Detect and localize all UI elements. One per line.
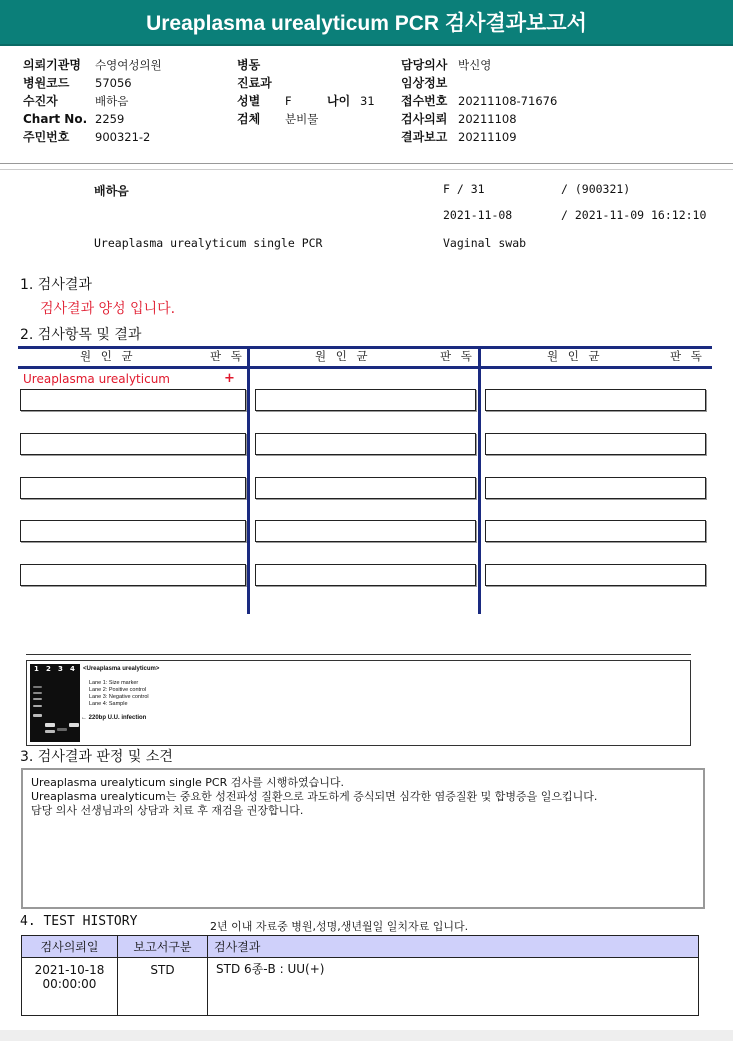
info-label: 주민번호 (23, 130, 70, 144)
lane-number: 2 (46, 665, 51, 673)
summary-name: 배하음 (94, 184, 129, 198)
info-label: 담당의사 (401, 58, 448, 72)
info-value: 배하음 (95, 94, 129, 108)
grid-divider (247, 346, 250, 614)
grid-divider (478, 346, 481, 614)
gel-band (45, 723, 55, 727)
section-4-heading: 4. TEST HISTORY (20, 914, 138, 929)
info-label: Chart No. (23, 112, 88, 126)
grid-header-line (18, 366, 712, 369)
result-cell (485, 433, 706, 455)
info-label: 결과보고 (401, 130, 448, 144)
gel-legend-line: Lane 3: Negative control (89, 694, 149, 700)
gel-legend (89, 680, 149, 708)
divider (0, 169, 733, 170)
section-3-heading: 3. 검사결과 판정 및 소견 (20, 749, 173, 765)
info-label: 임상정보 (401, 76, 448, 90)
gel-title: <Ureaplasma urealyticum> (83, 666, 160, 672)
col-header-organism: 원 인 균 (315, 349, 371, 363)
summary-test-name: Ureaplasma urealyticum single PCR (94, 236, 323, 250)
age-value: 31 (360, 94, 375, 108)
lane-number: 3 (58, 665, 63, 673)
info-value: 2259 (95, 112, 125, 126)
history-header: 검사의뢰일 (22, 936, 118, 958)
gel-band (45, 730, 55, 733)
result-text: 검사결과 양성 입니다. (40, 301, 176, 317)
info-label: 검체 (237, 112, 261, 126)
history-date-cell (22, 958, 118, 1016)
info-label: 병동 (237, 58, 261, 72)
gel-top-rule (26, 654, 691, 655)
gel-band (33, 698, 42, 700)
opinion-line: Ureaplasma urealyticum는 중요한 성전파성 질환으로 과도하게 증식되면 심각한 염증질환 및 합병증을 일으킵니다. (31, 790, 598, 803)
info-value: 수영여성의원 (95, 58, 162, 72)
summary-sex-age: F / 31 (443, 182, 485, 196)
result-cell (255, 520, 476, 542)
info-value: 900321-2 (95, 130, 151, 144)
result-cell (485, 389, 706, 411)
table-row (22, 958, 699, 1016)
history-time: 00:00:00 (42, 977, 97, 991)
summary-report-datetime: / 2021-11-09 16:12:10 (561, 208, 707, 222)
result-cell (20, 433, 246, 455)
col-header-judgement: 판 독 (210, 349, 245, 363)
gel-legend-line: Lane 1: Size marker (89, 680, 139, 686)
gel-legend-line: Lane 2: Positive control (89, 687, 147, 693)
section-2-heading: 2. 검사항목 및 결과 (20, 327, 142, 343)
page-footer-band (0, 1030, 733, 1041)
info-value: 박신영 (458, 58, 492, 72)
info-value: 분비물 (285, 112, 319, 126)
opinion-line: Ureaplasma urealyticum single PCR 검사를 시행하였습니다. (31, 776, 344, 789)
gel-band (33, 714, 42, 717)
info-value: F (285, 94, 292, 108)
info-col-1 (23, 56, 162, 146)
info-label: 수진자 (23, 94, 58, 108)
info-value: 20211108-71676 (458, 94, 558, 108)
gel-band (33, 686, 42, 688)
summary-specimen: Vaginal swab (443, 236, 527, 250)
divider (0, 163, 733, 164)
info-label: 의뢰기관명 (23, 58, 81, 72)
info-label: 접수번호 (401, 94, 448, 108)
report-title: Ureaplasma urealyticum PCR 검사결과보고서 (0, 0, 733, 46)
result-cell (255, 564, 476, 586)
result-cell (20, 520, 246, 542)
age-label: 나이 (327, 94, 351, 108)
result-cell (485, 520, 706, 542)
result-cell (20, 564, 246, 586)
info-value: 57056 (95, 76, 132, 90)
gel-legend-line: Lane 4: Sample (89, 701, 128, 707)
history-result: STD 6종-B : UU(+) (208, 958, 699, 1016)
result-cell (255, 389, 476, 411)
result-cell (20, 389, 246, 411)
col-header-organism: 원 인 균 (80, 349, 136, 363)
gel-electrophoresis-image (30, 664, 80, 742)
history-header: 검사결과 (208, 936, 699, 958)
gel-band (57, 728, 67, 731)
info-label: 병원코드 (23, 76, 70, 90)
info-col-3 (401, 56, 557, 146)
history-header: 보고서구분 (118, 936, 208, 958)
info-label: 진료과 (237, 76, 272, 90)
item-result: + (224, 371, 235, 386)
item-name: Ureaplasma urealyticum (23, 372, 170, 386)
gel-band (33, 705, 42, 707)
info-label: 성별 (237, 94, 261, 108)
lane-number: 1 (34, 665, 39, 673)
gel-arrow-label: ← 220bp U.U. infection (81, 715, 147, 721)
gel-band (33, 692, 42, 694)
col-header-organism: 원 인 균 (547, 349, 603, 363)
result-cell (485, 477, 706, 499)
gel-band (69, 723, 79, 727)
lane-number: 4 (70, 665, 75, 673)
info-col-2 (237, 56, 375, 128)
gel-image-panel (26, 660, 691, 746)
opinion-line: 담당 의사 선생님과의 상담과 치료 후 재검을 권장합니다. (31, 804, 304, 817)
info-value: 20211109 (458, 130, 517, 144)
info-label: 검사의뢰 (401, 112, 448, 126)
result-cell (20, 477, 246, 499)
opinion-box (21, 768, 705, 909)
summary-request-date: 2021-11-08 (443, 208, 513, 222)
history-note: 2년 이내 자료중 병원,성명,생년월일 일치자료 입니다. (210, 920, 469, 933)
history-date: 2021-10-18 (34, 963, 105, 977)
history-type: STD (118, 958, 208, 1016)
result-cell (255, 477, 476, 499)
result-cell (485, 564, 706, 586)
summary-id: / (900321) (561, 182, 631, 196)
col-header-judgement: 판 독 (670, 349, 705, 363)
col-header-judgement: 판 독 (440, 349, 475, 363)
info-value: 20211108 (458, 112, 517, 126)
section-1-heading: 1. 검사결과 (20, 277, 92, 293)
history-table (21, 935, 699, 1016)
result-cell (255, 433, 476, 455)
